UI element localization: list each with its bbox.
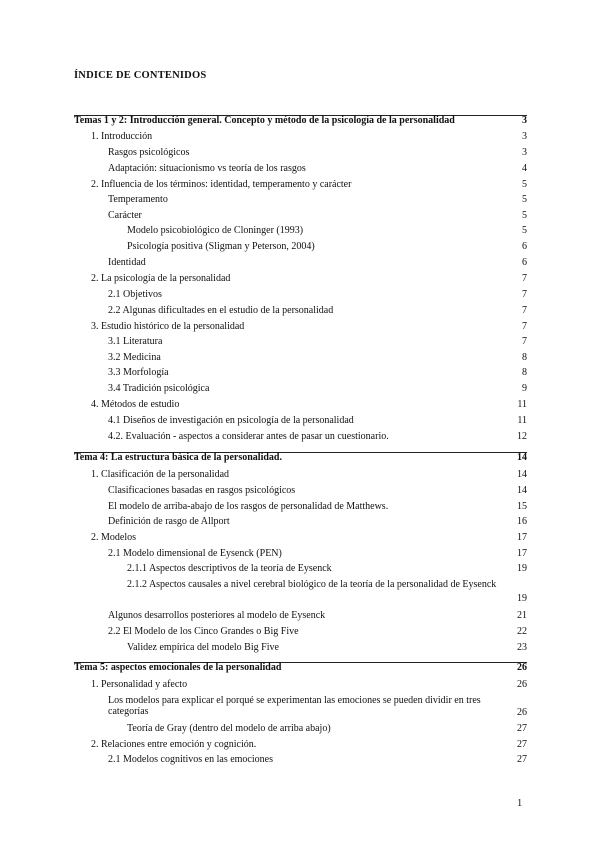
toc-entry-page: 8	[522, 367, 527, 378]
toc-entry-page: 7	[522, 336, 527, 347]
toc-entry-level-2[interactable]	[108, 695, 527, 721]
toc-entry-page: 14	[517, 469, 527, 480]
toc-entry-title: 2.1.2 Aspectos causales a nivel cerebral biológico de la teoría de la personalidad de Eysenck	[127, 579, 497, 590]
toc-entry-title: 4. Métodos de estudio	[91, 399, 180, 410]
toc-entry-page: 3	[522, 147, 527, 158]
toc-entry-page: 27	[517, 723, 527, 734]
toc-entry-title: 3.2 Medicina	[108, 352, 161, 363]
toc-entry-page: 7	[522, 273, 527, 284]
toc-entry-title: 1. Personalidad y afecto	[91, 679, 188, 690]
toc-entry-page: 7	[522, 305, 527, 316]
toc-entry-title: Adaptación: situacionismo vs teoría de los rasgos	[108, 163, 306, 174]
toc-entry-title: 1. Clasificación de la personalidad	[91, 469, 230, 480]
toc-entry-title: Temas 1 y 2: Introducción general. Concepto y método de la psicología de la personalidad	[74, 115, 455, 126]
toc-entry-page: 12	[517, 431, 527, 442]
toc-entry-page: 27	[517, 754, 527, 765]
toc-entry-title: 2.1 Modelos cognitivos en las emociones	[108, 754, 273, 765]
toc-entry-page: 7	[522, 321, 527, 332]
toc-entry-page: 5	[522, 179, 527, 190]
toc-entry-page: 5	[522, 210, 527, 221]
toc-entry-page: 3	[522, 115, 527, 126]
toc-entry-page: 19	[517, 593, 527, 604]
toc-entry-page: 3	[522, 131, 527, 142]
toc-entry-title: Algunos desarrollos posteriores al modelo de Eysenck	[108, 610, 326, 621]
toc-entry-page: 14	[517, 452, 527, 463]
toc-entry-title: 2. Modelos	[91, 532, 136, 543]
toc-entry-title: 2.1 Modelo dimensional de Eysenck (PEN)	[108, 548, 282, 559]
toc-entry-page: 26	[517, 679, 527, 690]
toc-entry-title: 2.1 Objetivos	[108, 289, 162, 300]
toc-entry-level-0[interactable]	[74, 452, 527, 463]
toc-entry-page: 4	[522, 163, 527, 174]
toc-entry-page: 15	[517, 501, 527, 512]
toc-entry-page: 26	[517, 707, 527, 718]
toc-entry-title: Definición de rasgo de Allport	[108, 516, 230, 527]
toc-entry-level-3[interactable]	[127, 579, 527, 605]
toc-entry-page: 14	[517, 485, 527, 496]
toc-entry-title: Tema 5: aspectos emocionales de la personalidad	[74, 662, 282, 673]
toc-entry-level-0[interactable]	[74, 662, 527, 673]
toc-entry-title: 1. Introducción	[91, 131, 153, 142]
toc-entry-page: 7	[522, 289, 527, 300]
toc-entry-title: Tema 4: La estructura básica de la personalidad.	[74, 452, 282, 463]
toc-entry-title: 4.2. Evaluación - aspectos a considerar antes de pasar un cuestionario.	[108, 431, 389, 442]
toc-entry-title: Rasgos psicológicos	[108, 147, 190, 158]
toc-entry-page: 11	[517, 399, 527, 410]
toc-entry-page: 5	[522, 194, 527, 205]
toc-entry-page: 22	[517, 626, 527, 637]
toc-entry-title: El modelo de arriba-abajo de los rasgos de personalidad de Matthews.	[108, 501, 389, 512]
toc-entry-title: 3.4 Tradición psicológica	[108, 383, 210, 394]
toc-entry-page: 21	[517, 610, 527, 621]
toc-entry-page: 17	[517, 532, 527, 543]
toc-entry-page: 5	[522, 225, 527, 236]
toc-entry-page: 6	[522, 241, 527, 252]
toc-entry-title: 2. Relaciones entre emoción y cognición.	[91, 739, 257, 750]
toc-entry-title: Teoría de Gray (dentro del modelo de arriba abajo)	[127, 723, 331, 734]
toc-entry-page: 8	[522, 352, 527, 363]
toc-entry-title: 2.2 El Modelo de los Cinco Grandes o Big Five	[108, 626, 299, 637]
toc-entry-title: Los modelos para explicar el porqué se experimentan las emociones se pueden dividir en tres categorías	[108, 695, 481, 717]
toc-entry-title: Identidad	[108, 257, 146, 268]
toc-entry-title: Carácter	[108, 210, 142, 221]
toc-entry-title: 3.3 Morfología	[108, 367, 169, 378]
toc-entry-page: 23	[517, 642, 527, 653]
toc-entry-page: 19	[517, 563, 527, 574]
toc-entry-page: 11	[517, 415, 527, 426]
toc-entry-page: 6	[522, 257, 527, 268]
toc-entry-title: Temperamento	[108, 194, 168, 205]
toc-entry-title: 2. La psicología de la personalidad	[91, 273, 231, 284]
toc-entry-title: Psicología positiva (Sligman y Peterson, 2004)	[127, 241, 315, 252]
toc-entry-title: 4.1 Diseños de investigación en psicología de la personalidad	[108, 415, 354, 426]
toc-entry-title: 2.2 Algunas dificultades en el estudio de la personalidad	[108, 305, 334, 316]
toc-heading: ÍNDICE DE CONTENIDOS	[74, 70, 207, 81]
toc-entry-level-0[interactable]	[74, 115, 527, 126]
toc-entry-page: 27	[517, 739, 527, 750]
toc-entry-title: 3. Estudio histórico de la personalidad	[91, 321, 245, 332]
toc-entry-title: 2.1.1 Aspectos descriptivos de la teoría de Eysenck	[127, 563, 332, 574]
toc-entry-page: 9	[522, 383, 527, 394]
toc-entry-page: 26	[517, 662, 527, 673]
toc-entry-title: 2. Influencia de los términos: identidad, temperamento y carácter	[91, 179, 352, 190]
toc-entry-page: 17	[517, 548, 527, 559]
page-number: 1	[517, 798, 523, 809]
toc-entry-title: Validez empírica del modelo Big Five	[127, 642, 279, 653]
toc-entry-page: 16	[517, 516, 527, 527]
toc-entry-title: Modelo psicobiológico de Cloninger (1993)	[127, 225, 304, 236]
toc-entry-title: Clasificaciones basadas en rasgos psicológicos	[108, 485, 296, 496]
toc-entry-title: 3.1 Literatura	[108, 336, 163, 347]
